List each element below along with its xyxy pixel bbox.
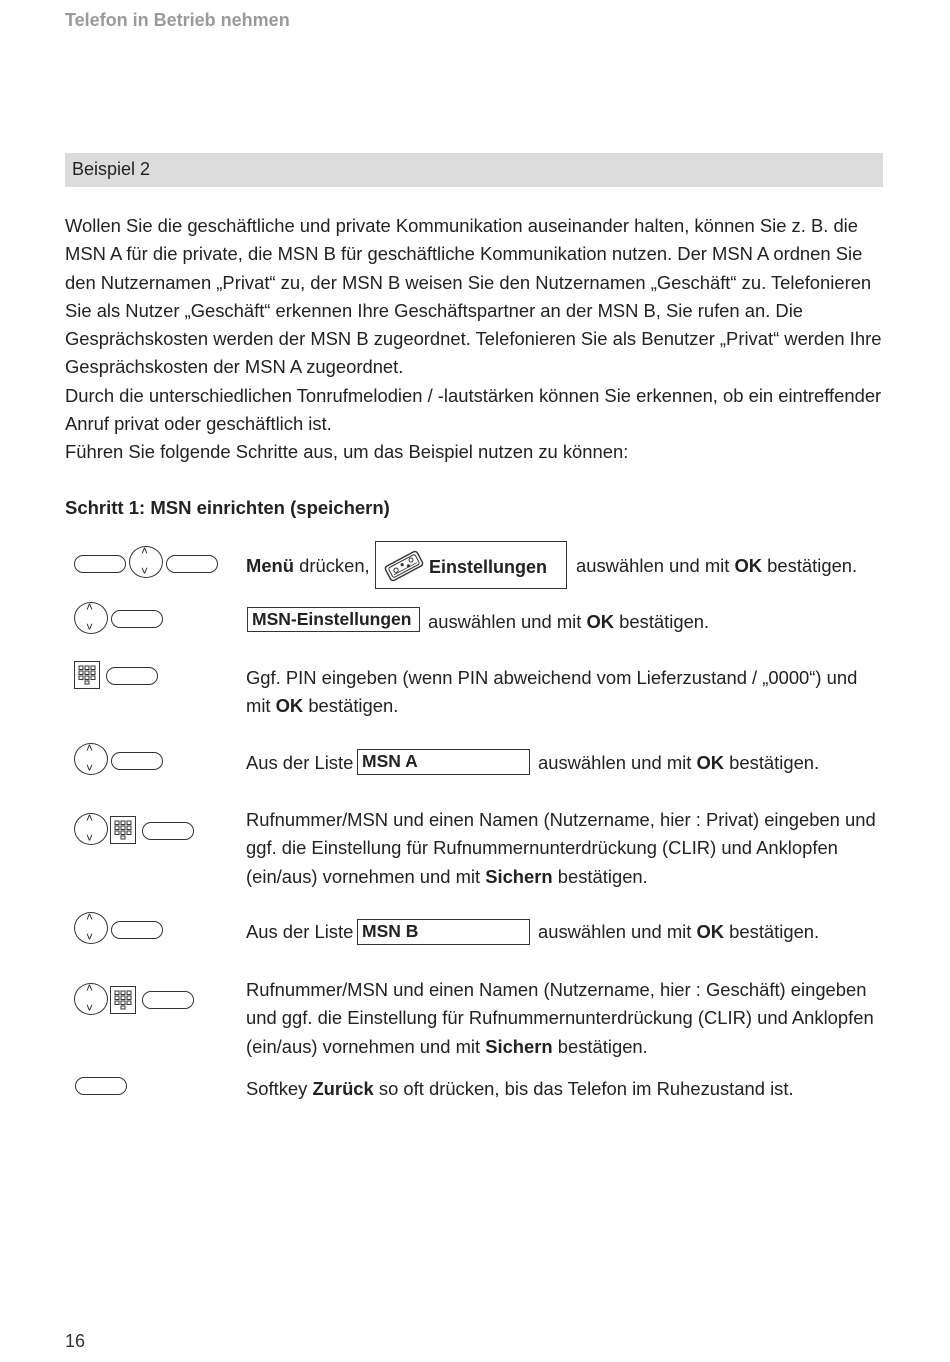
softkey-icon (111, 752, 163, 770)
navigation-key-icon (74, 743, 108, 775)
softkey-icon (142, 991, 194, 1009)
step-title: Schritt 1: MSN einrichten (speichern) (65, 497, 390, 518)
step-row-6-prefix: Aus der Liste (246, 921, 354, 942)
step-row-4-text: auswählen und mit OK bestätigen. (538, 752, 820, 773)
settings-tool-icon (381, 546, 427, 586)
softkey-icon (75, 1077, 127, 1095)
softkey-left-icon (74, 555, 126, 573)
menu-display-box (375, 541, 567, 589)
display-field-msn-a: MSN A (357, 749, 530, 775)
intro-paragraph-2: Durch die unterschiedlichen Tonrufmelodien / -lautstärken können Sie erkennen, ob ein eintreffender Anruf privat oder geschäftlich ist. (65, 384, 882, 435)
step-row-5-text: Rufnummer/MSN und einen Namen (Nutzername, hier : Privat) eingeben und ggf. die Einstellung für Rufnummernunterdrückung (CLIR) und Anklopfen (ein/aus) vornehmen und mit Sichern bestätigen. (246, 809, 876, 887)
step-row-2-text: auswählen und mit OK bestätigen. (428, 611, 710, 632)
menu-display-label: Einstellungen (429, 557, 548, 577)
step-row-3-text: Ggf. PIN eingeben (wenn PIN abweichend vom Lieferzustand / „0000“) und mit OK bestätigen. (246, 667, 858, 717)
section-title: Beispiel 2 (72, 159, 151, 179)
step-row-1-text-a: Menü drücken, (246, 555, 370, 576)
display-field-msn-einstellungen: MSN-Einstellungen (247, 607, 420, 632)
navigation-key-icon (74, 983, 108, 1015)
softkey-icon (106, 667, 158, 685)
softkey-icon (111, 921, 163, 939)
step-row-7-text: Rufnummer/MSN und einen Namen (Nutzername, hier : Geschäft) eingeben und ggf. die Einstellung für Rufnummernunterdrückung (CLIR) und Anklopfen (ein/aus) vornehmen und mit Sichern bestätigen. (246, 979, 874, 1057)
keypad-icon (110, 816, 136, 844)
section-heading-bar (65, 153, 883, 187)
navigation-key-icon (74, 813, 108, 845)
softkey-icon (111, 610, 163, 628)
navigation-key-icon (74, 912, 108, 944)
intro-paragraph-1: Wollen Sie die geschäftliche und private Kommunikation auseinander halten, können Sie z. B. die MSN A für die private, die MSN B für geschäftliche Kommunikation nutzen. Der MSN A ordnen Sie den Nutzernamen „Privat“ zu, der MSN B weisen Sie den Nutzernamen „Geschäft“ zu. Telefonieren Sie als Nutzer „Geschäft“ erkennen Ihre Geschäftspartner an der MSN B, Sie rufen an. Die Gesprächskosten werden der MSN B zugeordnet. Telefonieren Sie als Benutzer „Privat“ werden Ihre Gesprächskosten der MSN A zugeordnet. (65, 215, 882, 378)
navigation-key-icon (129, 546, 163, 578)
step-row-6-text: auswählen und mit OK bestätigen. (538, 921, 820, 942)
step-row-8-text: Softkey Zurück so oft drücken, bis das Telefon im Ruhezustand ist. (246, 1078, 794, 1099)
step-row-4-prefix: Aus der Liste (246, 752, 354, 773)
menu-key-label: Menü (246, 555, 295, 576)
keypad-icon (110, 986, 136, 1014)
display-field-msn-b: MSN B (357, 919, 530, 945)
step-row-1-text-b: auswählen und mit OK bestätigen. (576, 555, 858, 576)
softkey-icon (142, 822, 194, 840)
running-header: Telefon in Betrieb nehmen (65, 10, 290, 30)
page-number: 16 (65, 1331, 86, 1351)
softkey-right-icon (166, 555, 218, 573)
navigation-key-icon (74, 602, 108, 634)
intro-paragraph-3: Führen Sie folgende Schritte aus, um das Beispiel nutzen zu können: (65, 441, 629, 463)
keypad-icon (74, 661, 100, 689)
intro-text (65, 212, 895, 467)
